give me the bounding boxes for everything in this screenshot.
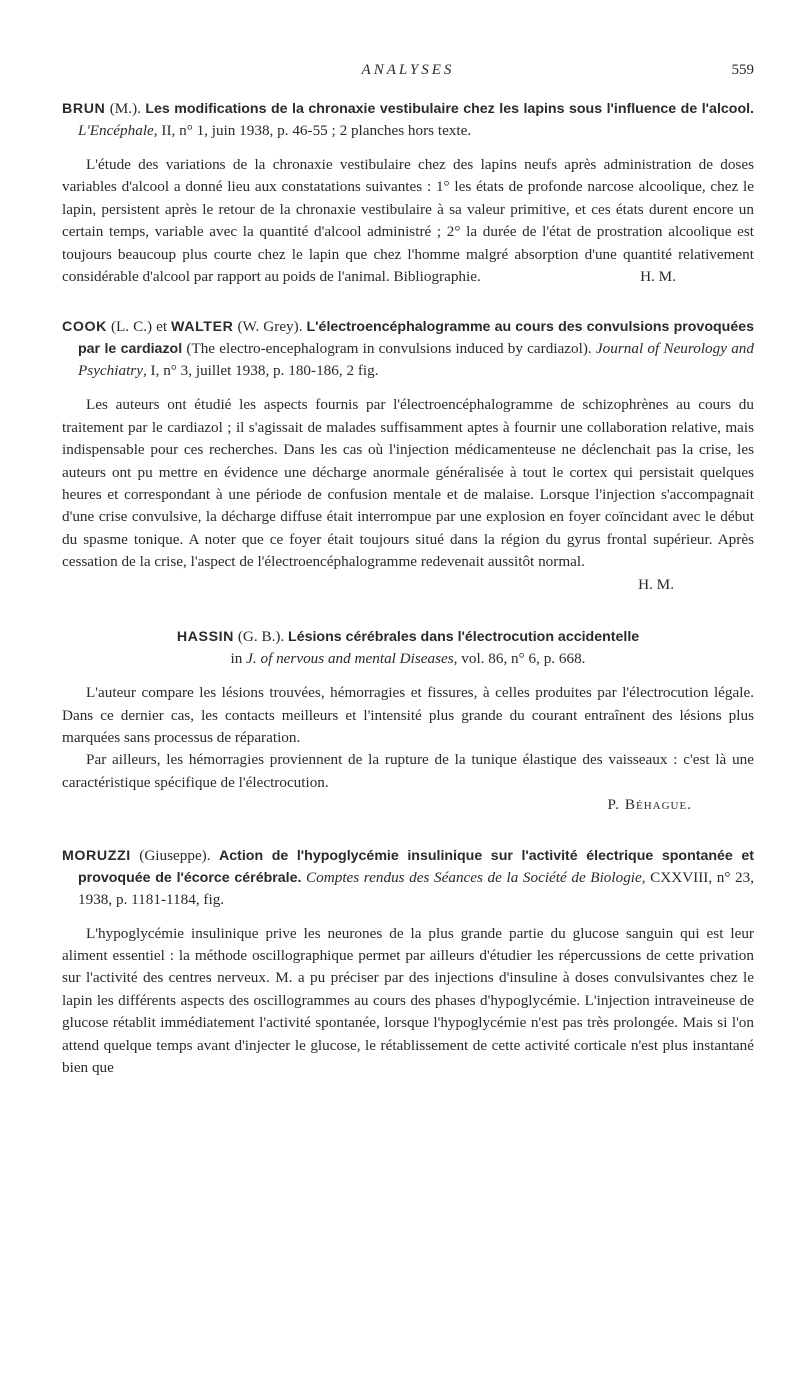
author-name: MORUZZI bbox=[62, 847, 131, 864]
abstract-paragraph: Les auteurs ont étudié les aspects fournis par l'électroencéphalogramme de schizophrènes au cours du traitement par le cardiazol ; il s'agissait de malades suffisamment aptes à fournir une collaboration relative, mais indispensable pour ces recherches. Dans les cas où l'injection médicamenteuse ne déclenchait pas la crise, les auteurs ont pu mettre en évidence une décharge anormale généralisée à tout le cortex qui persistait quelques heures et correspondant à une période de confusion mentale et de malaise. Lorsque l'injection s'accompagnait d'une crise convulsive, la décharge diffuse était interrompue par une explosion en foyer coïncidant avec le début du spasme tonique. A noter que ce foyer était toujours situé dans la région du gyrus frontal supérieur. Après cessation de la crise, l'aspect de l'électroencéphalogramme redevenait aussitôt normal. bbox=[62, 396, 754, 571]
running-header bbox=[62, 58, 754, 84]
author-initials: (G. B.). bbox=[234, 628, 289, 646]
abstract-entry bbox=[62, 316, 754, 596]
article-title: L'électroencéphalogramme au cours des convulsions provoquées par le cardiazol bbox=[78, 319, 754, 358]
journal-name: L'Encéphale bbox=[78, 122, 154, 139]
abstract-body bbox=[62, 923, 754, 1080]
abstract-entry bbox=[62, 845, 754, 1080]
citation-details: , CXXVIII, n° 23, 1938, p. 1181-1184, fig. bbox=[78, 868, 755, 908]
abstract-entry bbox=[62, 98, 754, 288]
article-title: Action de l'hypoglycémie insulinique sur l'activité électrique spontanée et provoquée de l'écorce cérébrale. bbox=[78, 847, 754, 886]
abstract-paragraph: Par ailleurs, les hémorragies proviennent de la rupture de la tunique élastique des vaisseaux : c'est là une caractéristique spécifique de l'électrocution. bbox=[62, 751, 754, 791]
journal-name: Comptes rendus des Séances de la Société de Biologie bbox=[306, 868, 642, 886]
citation-details: , vol. 86, n° 6, p. 668. bbox=[453, 650, 586, 668]
abstract-body bbox=[62, 682, 754, 816]
author-name: HASSIN bbox=[176, 629, 235, 646]
title-translation: (The electro-encephalogram in convulsions induced by cardiazol). bbox=[182, 340, 596, 358]
entry-heading bbox=[62, 845, 754, 911]
author-initials: (L. C.) et bbox=[106, 318, 172, 336]
article-title: Les modifications de la chronaxie vestibulaire chez les lapins sous l'influence de l'alcool. bbox=[145, 101, 754, 117]
page-number: 559 bbox=[731, 62, 754, 78]
article-title: Lésions cérébrales dans l'électrocution accidentelle bbox=[288, 629, 640, 646]
entry-heading bbox=[62, 98, 754, 142]
author-initials-2: (W. Grey). bbox=[233, 318, 307, 336]
running-title: ANALYSES bbox=[361, 62, 455, 78]
abstract-paragraph: L'auteur compare les lésions trouvées, hémorragies et fissures, à celles produites par l'électrocution légale. Dans ce dernier cas, les contacts meilleurs et l'intensité plus grande du courant entraînent des lésions plus marquées sans processus de réparation. bbox=[62, 684, 754, 746]
abstract-paragraph: L'hypoglycémie insulinique prive les neurones de la plus grande partie du glucose sanguin qui est leur aliment essentiel : la méthode oscillographique permet par ailleurs d'étudier les répercussions de cette privation sur l'activité des centres nerveux. M. a pu préciser par des injections d'insuline à doses convulsivantes chez le lapin les différents aspects des oscillogrammes au cours des phases d'hypoglycémie. L'injection intraveineuse de glucose rétablit immédiatement l'activité spontanée, lorsque l'hypoglycémie n'est pas très prolongée. Mais si l'on attend quelque temps avant d'injecter le glucose, le rétablissement de cette activité corticale n'est plus instantané bien que bbox=[62, 924, 754, 1076]
reviewer-signature: H. M. bbox=[638, 575, 674, 593]
author-name: BRUN bbox=[62, 101, 106, 117]
entry-heading bbox=[62, 626, 754, 670]
author-name: COOK bbox=[62, 319, 107, 336]
reviewer-signature: H. M. bbox=[640, 268, 676, 286]
author-initials: (Giuseppe). bbox=[130, 846, 219, 864]
journal-page bbox=[62, 58, 754, 1079]
abstract-entry bbox=[62, 626, 754, 816]
entry-heading bbox=[62, 316, 754, 382]
journal-name: J. of nervous and mental Diseases bbox=[246, 650, 454, 668]
abstract-text: L'étude des variations de la chronaxie vestibulaire chez des lapins neufs après administration de doses variables d'alcool a donné lieu aux constatations suivantes : 1° les états de profonde narcose alcoolique, chez le lapin, persistent après le retour de la chronaxie vestibulaire à sa valeur primitive, et ces états durent encore un certain temps, variable avec la quantité d'alcool administré ; 2° la durée de l'état de prostration alcoolique est toujours beaucoup plus courte chez le lapin que chez l'homme malgré absorption d'une quantité relativement considérable d'alcool par rapport au poids de l'animal. Bibliographie. bbox=[62, 156, 754, 286]
citation-details: , I, n° 3, juillet 1938, p. 180-186, 2 fig. bbox=[142, 362, 379, 380]
author-initials: (M.). bbox=[105, 100, 146, 117]
abstract-paragraph bbox=[62, 154, 754, 288]
abstract-body bbox=[62, 154, 754, 288]
reviewer-signature: P. Béhague. bbox=[607, 796, 692, 814]
abstract-body bbox=[62, 394, 754, 596]
in-prefix: in bbox=[230, 650, 247, 668]
author-name-2: WALTER bbox=[171, 319, 234, 336]
journal-name: Journal of Neurology and Psychiatry bbox=[78, 340, 754, 380]
citation-details: , II, n° 1, juin 1938, p. 46-55 ; 2 planches hors texte. bbox=[153, 122, 472, 139]
